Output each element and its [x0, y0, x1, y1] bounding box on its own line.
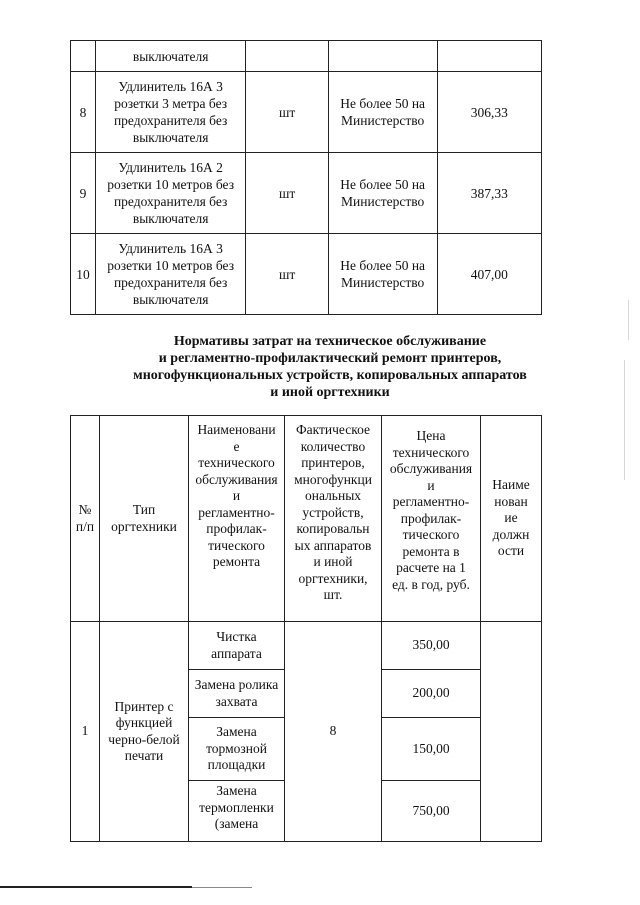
row-number: 1: [71, 622, 100, 842]
header-price: Цена технического обслуживания и регламентно- профилак- тического ремонта в расчете на 1 ед. в год, руб.: [382, 416, 481, 622]
quantity-norm: Не более 50 на Министерство: [328, 72, 437, 153]
service-name: Замена термопленки (замена: [189, 781, 285, 842]
section-heading: Нормативы затрат на техническое обслуживание и регламентно-профилактический ремонт принтеров, многофункциональных устройств, копировальных аппаратов и иной оргтехники: [133, 334, 527, 400]
continuation-cell: выключателя: [95, 41, 245, 72]
header-equipment-type: Тип оргтехники: [100, 416, 189, 622]
item-name: Удлинитель 16А 3 розетки 10 метров без предохранителя без выключателя: [95, 234, 245, 315]
price: 407,00: [437, 234, 541, 315]
footnote-separator-tail: [192, 887, 252, 888]
header-number: № п/п: [71, 416, 100, 622]
header-actual-quantity: Фактическое количество принтеров, многофункци ональных устройств, копировальн ых аппаратов и иной оргтехники, шт.: [285, 416, 382, 622]
quantity-norm: Не более 50 на Министерство: [328, 234, 437, 315]
service-price: 350,00: [382, 622, 481, 670]
unit: шт: [246, 72, 328, 153]
row-number: 10: [71, 234, 96, 315]
position-cell: [481, 622, 542, 842]
quantity-norm: Не более 50 на Министерство: [328, 153, 437, 234]
table-row: [71, 622, 542, 670]
unit: шт: [246, 153, 328, 234]
header-position: Наиме нован ие должн ости: [481, 416, 542, 622]
service-price: 750,00: [382, 781, 481, 842]
row-number: 9: [71, 153, 96, 234]
service-name: Замена тормозной площадки: [189, 718, 285, 781]
table-header-row: [71, 416, 542, 622]
item-name: Удлинитель 16А 2 розетки 10 метров без предохранителя без выключателя: [95, 153, 245, 234]
table-row: [71, 153, 542, 234]
service-name: Чистка аппарата: [189, 622, 285, 670]
scan-artifact: [628, 300, 629, 340]
scan-artifact: [624, 360, 625, 480]
price: 387,33: [437, 153, 541, 234]
extension-cords-table: [70, 40, 542, 315]
maintenance-costs-table: [70, 415, 542, 842]
unit: шт: [246, 234, 328, 315]
row-number: 8: [71, 72, 96, 153]
table-row: [71, 234, 542, 315]
service-name: Замена ролика захвата: [189, 670, 285, 718]
actual-quantity: 8: [285, 622, 382, 842]
service-price: 200,00: [382, 670, 481, 718]
header-service-name: Наименовани е технического обслуживания и регламентно- профилак- тического ремонта: [189, 416, 285, 622]
table-row: [71, 72, 542, 153]
item-name: Удлинитель 16А 3 розетки 3 метра без предохранителя без выключателя: [95, 72, 245, 153]
service-price: 150,00: [382, 718, 481, 781]
footnote-separator: [0, 886, 192, 888]
price: 306,33: [437, 72, 541, 153]
equipment-type: Принтер с функцией черно-белой печати: [100, 622, 189, 842]
table-row: [71, 41, 542, 72]
